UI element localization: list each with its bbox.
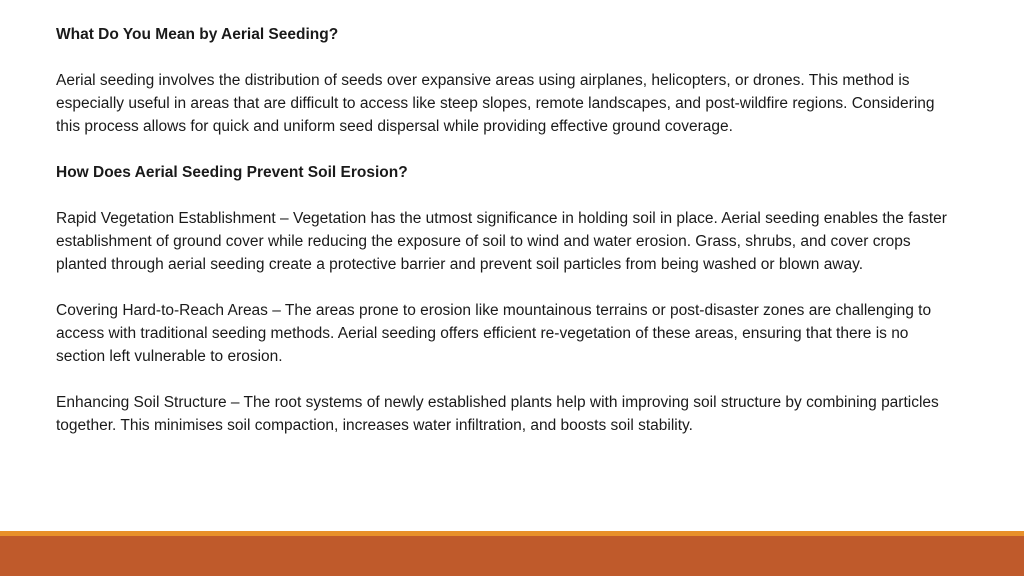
paragraph-hard-to-reach-areas: Covering Hard-to-Reach Areas – The areas prone to erosion like mountainous terrains or post-disaster zones are challenging to access with traditional seeding methods. Aerial seeding offers efficient re-vegetation of these areas, ensuring that there is no section left vulnerable to erosion. bbox=[56, 302, 932, 365]
slide-content bbox=[56, 23, 956, 437]
spacer bbox=[56, 368, 956, 391]
paragraph-aerial-seeding-definition: Aerial seeding involves the distribution of seeds over expansive areas using airplanes, helicopters, or drones. This method is especially useful in areas that are difficult to access like steep slopes, remote landscapes, and post-wildfire regions. Considering this process allows for quick and uniform seed dispersal while providing effective ground coverage. bbox=[56, 72, 935, 135]
spacer bbox=[56, 46, 956, 69]
heading-what-is-aerial-seeding: What Do You Mean by Aerial Seeding? bbox=[56, 26, 339, 43]
spacer bbox=[56, 138, 956, 161]
spacer bbox=[56, 184, 956, 207]
paragraph-soil-structure: Enhancing Soil Structure – The root systems of newly established plants help with improving soil structure by combining particles together. This minimises soil compaction, increases water infiltration, and boosts soil stability. bbox=[56, 394, 939, 434]
footer-bar bbox=[0, 536, 1024, 576]
spacer bbox=[56, 276, 956, 299]
paragraph-rapid-vegetation: Rapid Vegetation Establishment – Vegetation has the utmost significance in holding soil in place. Aerial seeding enables the faster establishment of ground cover while reducing the exposure of soil to wind and water erosion. Grass, shrubs, and cover crops planted through aerial seeding create a protective barrier and prevent soil particles from being washed or blown away. bbox=[56, 210, 947, 273]
heading-prevent-soil-erosion: How Does Aerial Seeding Prevent Soil Erosion? bbox=[56, 164, 408, 181]
